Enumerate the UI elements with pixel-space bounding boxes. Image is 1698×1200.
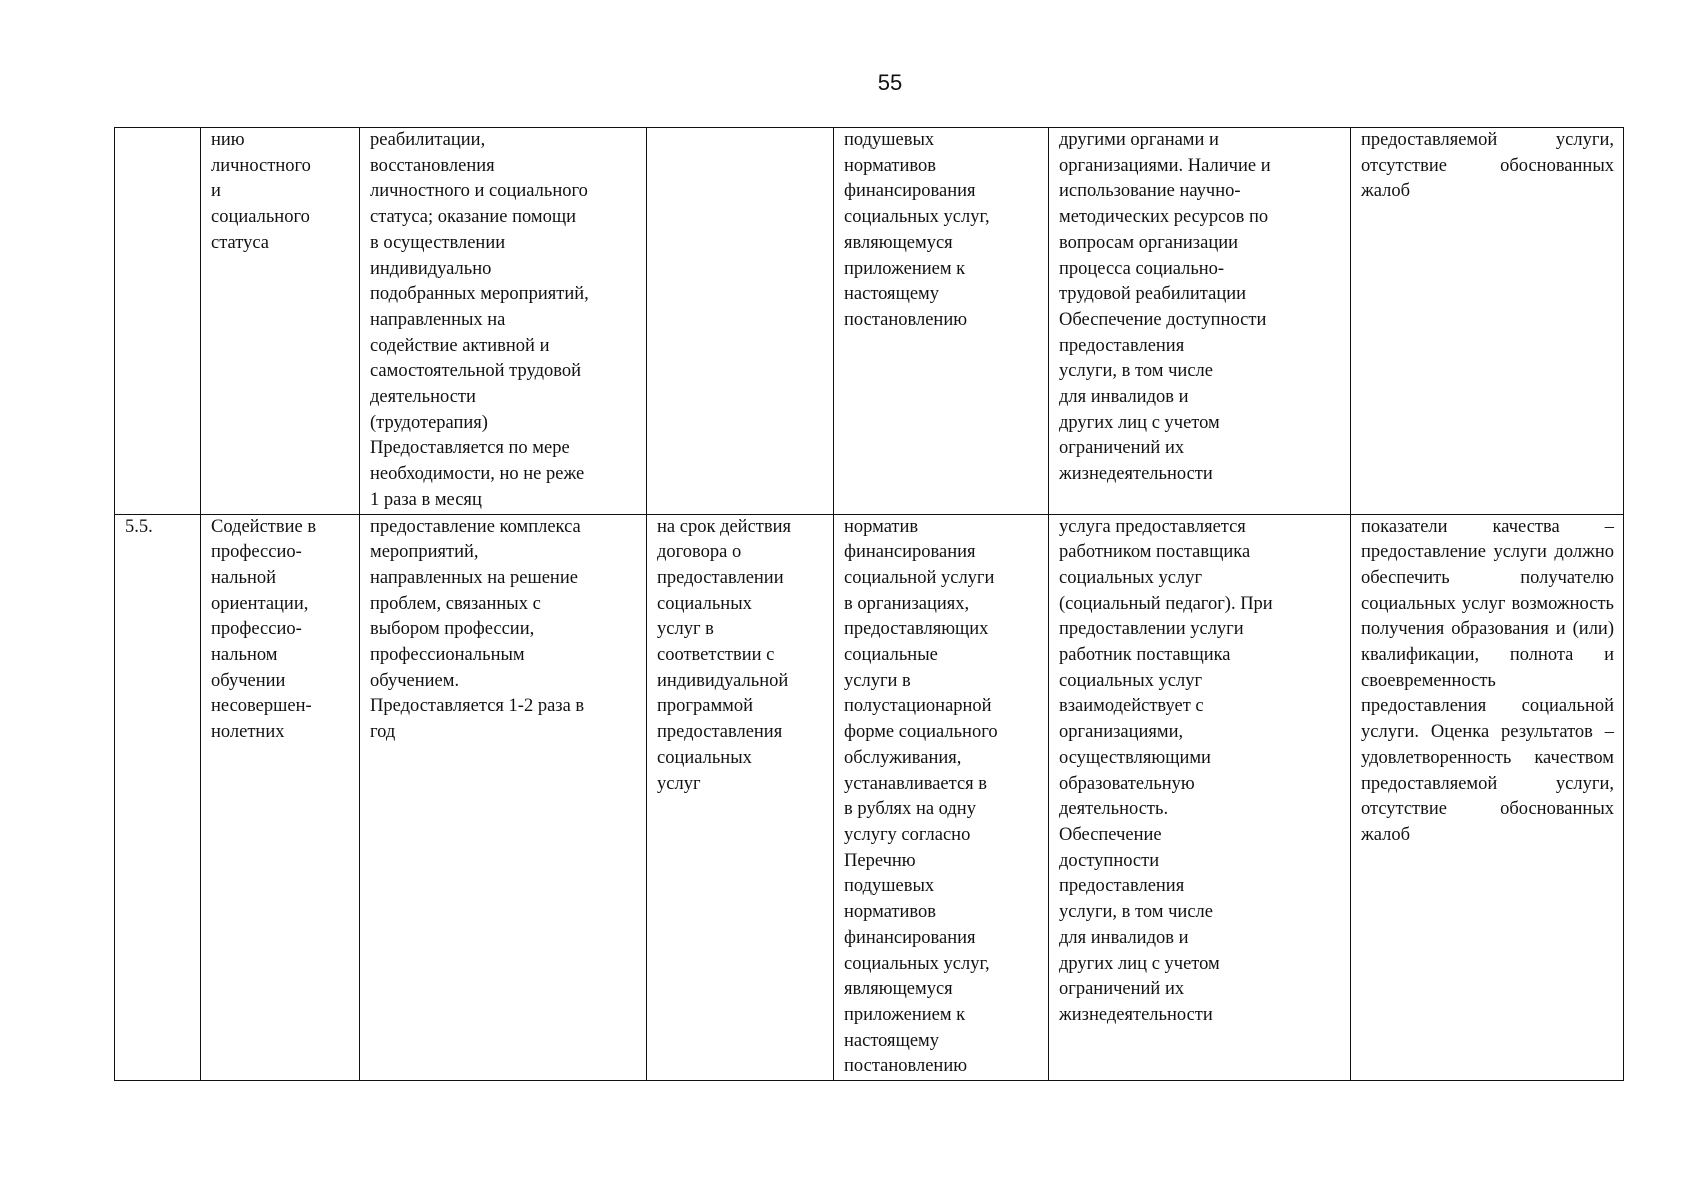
table-row bbox=[115, 128, 1624, 515]
page-number: 55 bbox=[877, 70, 903, 95]
quality-indicators-cell: показатели качества – предоставление услуги должно обеспечить получателю социальных услуг возможность получения образования и (или) квалификации, полнота и своевременность предоставления социальной услуги. Оценка результатов – удовлетворенность качеством предоставляемой услуги, отсутствие обоснованных жалоб bbox=[1351, 514, 1624, 1080]
service-conditions-cell: другими органами и организациями. Наличие и использование научно- методических ресурсов по вопросам организации процесса социально- трудовой реабилитации Обеспечение доступности предоставления услуги, в том числе для инвалидов и других лиц с учетом ограничений их жизнедеятельности bbox=[1049, 128, 1351, 515]
service-term-cell: на срок действия договора о предоставлении социальных услуг в соответствии с индивидуальной программой предоставления социальных услуг bbox=[647, 514, 834, 1080]
row-number-cell: 5.5. bbox=[115, 514, 201, 1080]
financing-norm-cell: подушевых нормативов финансирования социальных услуг, являющемуся приложением к настоящему постановлению bbox=[834, 128, 1049, 515]
service-term-cell bbox=[647, 128, 834, 515]
quality-indicators-cell: предоставляемой услуги, отсутствие обоснованных жалоб bbox=[1351, 128, 1624, 515]
service-name-cell: Содействие в профессио- нальной ориентации, профессио- нальном обучении несовершен- нолетних bbox=[201, 514, 360, 1080]
service-name-cell: нию личностного и социального статуса bbox=[201, 128, 360, 515]
service-conditions-cell: услуга предоставляется работником поставщика социальных услуг (социальный педагог). При предоставлении услуги работник поставщика социальных услуг взаимодействует с организациями, осуществляющими образовательную деятельность. Обеспечение доступности предоставления услуги, в том числе для инвалидов и других лиц с учетом ограничений их жизнедеятельности bbox=[1049, 514, 1351, 1080]
service-description-cell: реабилитации, восстановления личностного и социального статуса; оказание помощи в осуществлении индивидуально подобранных мероприятий, направленных на содействие активной и самостоятельной трудовой деятельности (трудотерапия) Предоставляется по мере необходимости, но не реже 1 раза в месяц bbox=[360, 128, 647, 515]
financing-norm-cell: норматив финансирования социальной услуги в организациях, предоставляющих социальные услуги в полустационарной форме социального обслуживания, устанавливается в в рублях на одну услугу согласно Перечню подушевых нормативов финансирования социальных услуг, являющемуся приложением к настоящему постановлению bbox=[834, 514, 1049, 1080]
service-description-cell: предоставление комплекса мероприятий, направленных на решение проблем, связанных с выбором профессии, профессиональным обучением. Предоставляется 1-2 раза в год bbox=[360, 514, 647, 1080]
services-table bbox=[114, 127, 1624, 1081]
table-row bbox=[115, 514, 1624, 1080]
row-number-cell bbox=[115, 128, 201, 515]
